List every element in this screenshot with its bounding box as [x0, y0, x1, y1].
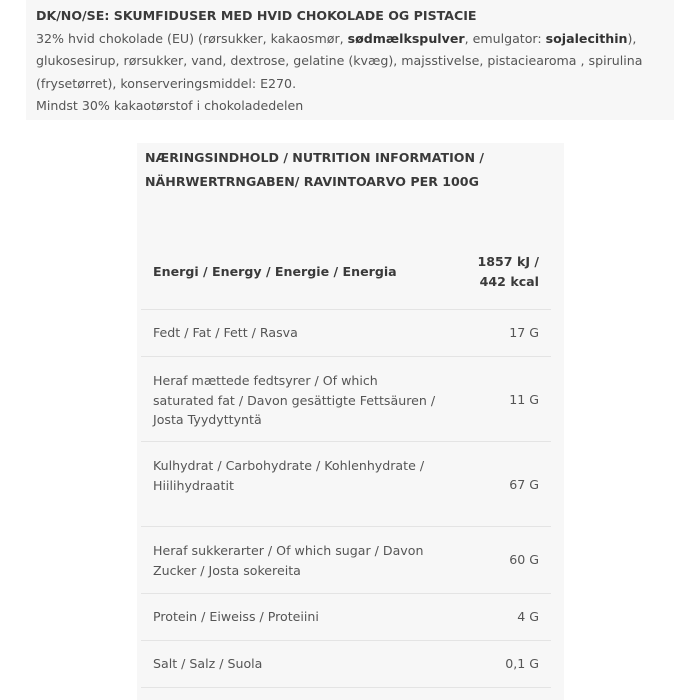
ingredients-text: ),	[627, 30, 637, 46]
nutrient-label	[153, 456, 453, 495]
nutrient-label-line: Heraf sukkerarter / Of which sugar / Davon	[153, 543, 424, 558]
table-row-sugar	[141, 527, 551, 594]
nutrient-value: 11 G	[509, 392, 539, 407]
nutrient-label: Fedt / Fat / Fett / Rasva	[153, 325, 298, 340]
ingredients-line-1	[36, 28, 664, 51]
nutrient-label	[153, 371, 453, 430]
nutrition-heading-line-2: NÄHRWERTRNGABEN/ RAVINTOARVO PER 100G	[145, 174, 479, 189]
nutrient-label-line: Heraf mættede fedtsyrer / Of which	[153, 373, 378, 388]
nutrient-value: 17 G	[509, 325, 539, 340]
ingredients-line-3: (frysetørret), konserveringsmiddel: E270.	[36, 75, 297, 91]
nutrient-value: 4 G	[517, 609, 539, 624]
allergen-soy: sojalecithin	[545, 30, 628, 46]
energy-kj: 1857 kJ /	[477, 254, 539, 269]
table-row-energy	[141, 242, 551, 310]
table-row-saturated-fat	[141, 357, 551, 442]
energy-kcal: 442 kcal	[479, 274, 539, 289]
nutrient-value: 67 G	[509, 477, 539, 492]
nutrient-value	[459, 252, 539, 292]
ingredients-text: , emulgator:	[464, 30, 546, 46]
nutrition-heading-line-1: NÆRINGSINDHOLD / NUTRITION INFORMATION /	[145, 150, 484, 165]
nutrient-label: Energi / Energy / Energie / Energia	[153, 264, 397, 279]
table-row-fat	[141, 310, 551, 357]
table-row-salt	[141, 641, 551, 688]
ingredients-panel	[26, 0, 674, 120]
nutrient-value: 0,1 G	[505, 656, 539, 671]
table-row-carbohydrate	[141, 442, 551, 527]
ingredients-line-2: glukosesirup, rørsukker, vand, dextrose, gelatine (kvæg), majsstivelse, pistaciearoma , spirulina	[36, 53, 643, 68]
allergen-milk: sødmælkspulver	[347, 30, 465, 46]
nutrient-label-line: Hiilihydraatit	[153, 477, 234, 493]
ingredients-text: 32% hvid chokolade (EU) (rørsukker, kakaosmør,	[36, 30, 348, 46]
nutrient-label-line: Zucker / Josta sokereita	[153, 562, 301, 578]
table-row-protein	[141, 594, 551, 641]
nutrient-label-line: Josta Tyydyttyntä	[153, 412, 262, 427]
nutrition-panel	[137, 143, 564, 700]
nutrient-label: Salt / Salz / Suola	[153, 656, 263, 671]
nutrient-label	[153, 541, 453, 580]
nutrition-heading	[145, 146, 484, 194]
nutrient-label-line: Kulhydrat / Carbohydrate / Kohlenhydrate /	[153, 458, 425, 473]
nutrient-label: Protein / Eiweiss / Proteiini	[153, 609, 319, 624]
nutrient-label-line: saturated fat / Davon gesättigte Fettsäuren /	[153, 392, 436, 408]
nutrient-value: 60 G	[509, 552, 539, 567]
ingredients-title: DK/NO/SE: SKUMFIDUSER MED HVID CHOKOLADE OG PISTACIE	[36, 8, 477, 23]
ingredients-line-4: Mindst 30% kakaotørstof i chokoladedelen	[36, 98, 304, 113]
